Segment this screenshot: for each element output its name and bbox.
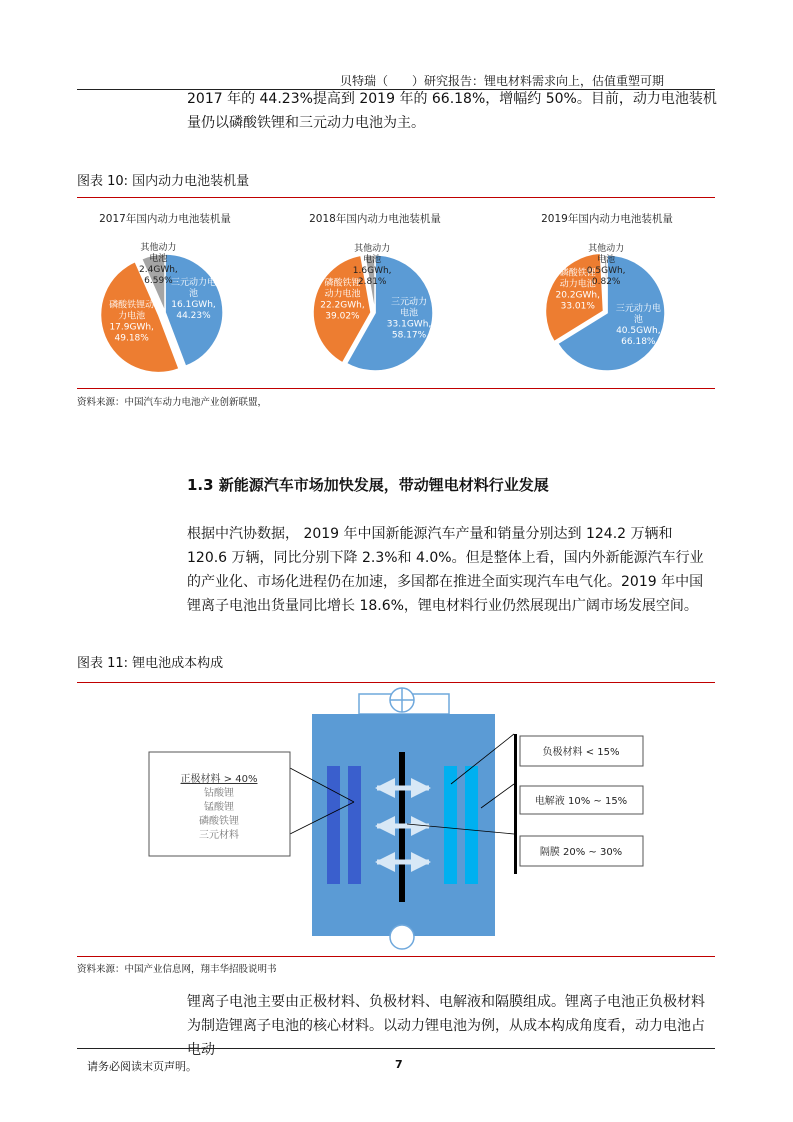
bracket <box>514 834 517 874</box>
pie-slice-label: 三元动力电池 16.1GWh, 44.23% <box>171 277 217 321</box>
figure10-top-rule <box>77 197 715 198</box>
pie-slice-label: 其他动力电池 1.6GWh, 2.81% <box>352 244 392 287</box>
separator-label: 隔膜 20% ~ 30% <box>539 847 623 858</box>
section-paragraph: 根据中汽协数据， 2019 年中国新能源汽车产量和销量分别达到 124.2 万辆和 120.6 万辆，同比分别下降 2.3%和 4.0%。但是整体上看，国内外新能源汽车行业的产业化、市场化进程仍在加速，多国都在推进全面实现汽车电气化。2019 年中国锂离子电池出货量同比增长 18.6%，锂电材料行业仍然展现出广阔市场发展空间。 <box>187 526 704 614</box>
pie-slice-label: 其他动力电池 2.4GWh, 6.59% <box>139 243 178 286</box>
bracket <box>514 784 517 834</box>
page-number: 7 <box>395 1058 403 1071</box>
intro-paragraph: 2017 年的 44.23%提高到 2019 年的 66.18%，增幅约 50%。目前，动力电池装机量仍以磷酸铁锂和三元动力电池为主。 <box>187 91 717 131</box>
cathode-plate <box>348 766 361 884</box>
pie-slice-label: 磷酸铁锂动力电池 22.2GWh, 39.02% <box>320 278 365 322</box>
pie-slice-label: 三元动力电池 33.1GWh, 58.17% <box>386 297 432 341</box>
cathode-item: 锰酸锂 <box>204 802 234 813</box>
figure10-bottom-rule <box>77 388 715 389</box>
footer-rule <box>77 1048 715 1049</box>
pie-chart-2 <box>309 212 441 371</box>
figure11-title: 图表 11: 锂电池成本构成 <box>77 656 224 671</box>
pie-slice-label: 其他动力电池 0.5GWh, 0.82% <box>586 244 626 287</box>
negative-terminal-icon <box>390 925 414 949</box>
figure10-source: 资料来源：中国汽车动力电池产业创新联盟， <box>77 397 268 408</box>
pie-chart-1 <box>99 212 231 373</box>
anode-plate <box>444 766 457 884</box>
figure11-bottom-rule <box>77 956 715 957</box>
pie-slice-label: 磷酸铁锂动力电池 17.9GWh, 49.18% <box>109 300 155 344</box>
pie-charts <box>77 200 717 386</box>
figure11-top-rule <box>77 682 715 683</box>
pie-title: 2018年国内动力电池装机量 <box>309 213 441 225</box>
closing-paragraph: 锂离子电池主要由正极材料、负极材料、电解液和隔膜组成。锂离子电池正负极材料为制造锂离子电池的核心材料。以动力锂电池为例，从成本构成角度看，动力电池占电动 <box>187 994 705 1058</box>
report-header: 贝特瑞（ ）研究报告：锂电材料需求向上，估值重塑可期 <box>340 74 665 88</box>
figure11-source: 资料来源：中国产业信息网，翔丰华招股说明书 <box>77 964 277 975</box>
cathode-item: 三元材料 <box>199 830 239 841</box>
anode-label: 负极材料 < 15% <box>542 747 620 758</box>
pie-slice-label: 磷酸铁锂动力电池 20.2GWh, 33.01% <box>555 268 601 312</box>
bracket <box>514 734 517 784</box>
pie-slice-label: 三元动力电池 40.5GWh, 66.18% <box>615 304 661 348</box>
cathode-plate <box>327 766 340 884</box>
cathode-item: 钴酸锂 <box>204 788 234 799</box>
battery-diagram <box>77 684 717 954</box>
pie-title: 2017年国内动力电池装机量 <box>99 213 231 225</box>
anode-plate <box>465 766 478 884</box>
pie-chart-3 <box>541 212 673 371</box>
figure10-title: 图表 10: 国内动力电池装机量 <box>77 174 250 189</box>
section-heading: 1.3 新能源汽车市场加快发展，带动锂电材料行业发展 <box>187 476 549 494</box>
cathode-item: 磷酸铁锂 <box>199 816 239 827</box>
pie-title: 2019年国内动力电池装机量 <box>541 213 673 225</box>
cathode-heading: 正极材料 > 40% <box>180 774 258 785</box>
footer-disclaimer: 请务必阅读末页声明。 <box>87 1060 197 1073</box>
electrolyte-label: 电解液 10% ~ 15% <box>534 796 628 807</box>
